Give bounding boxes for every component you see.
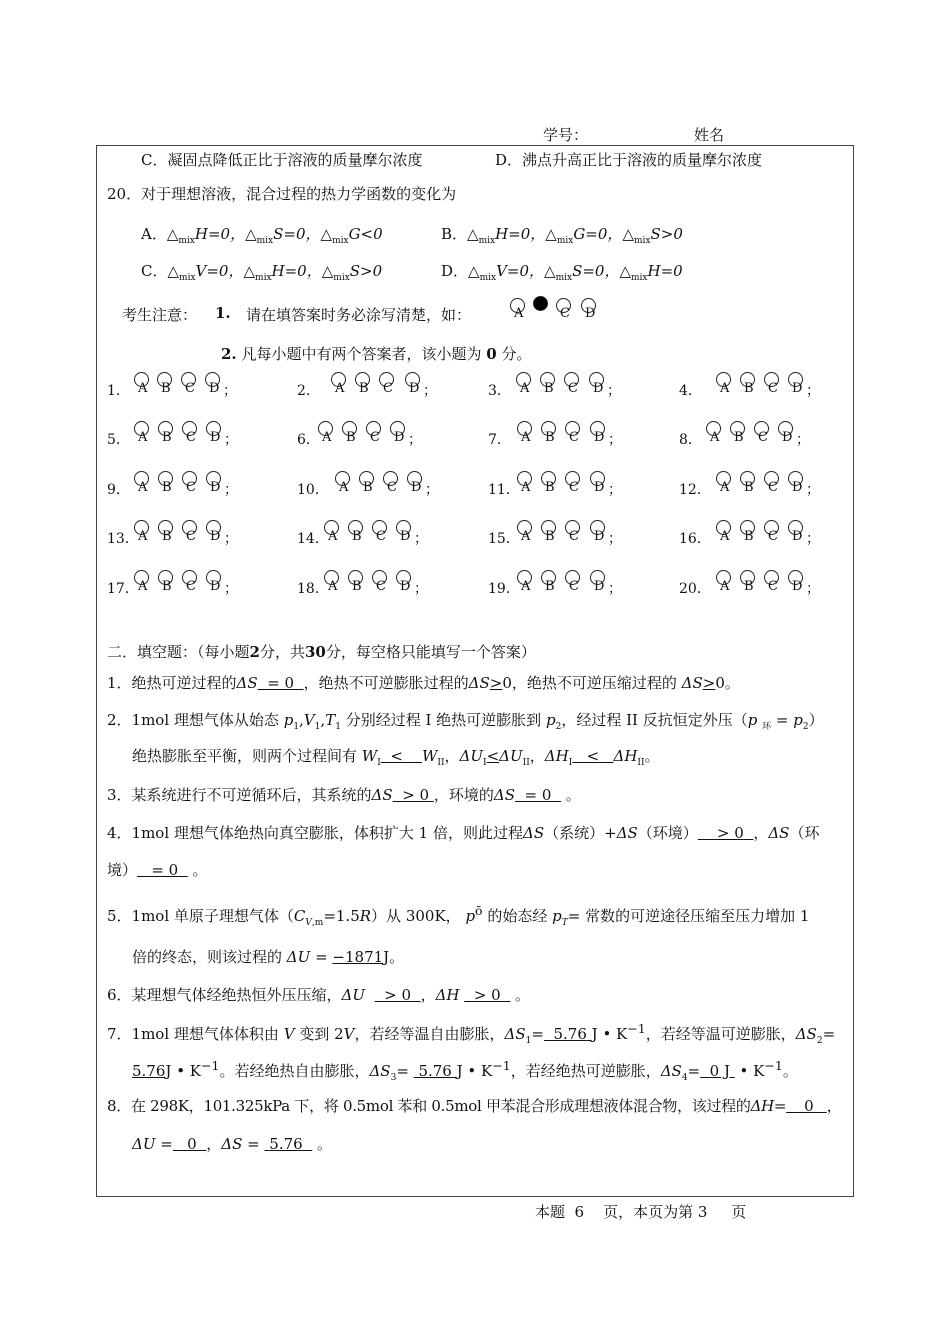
answer-letter: B [744,579,754,594]
answer-letter: C [387,480,397,495]
answer-letter: B [162,480,172,495]
answer-letter: B [162,430,172,445]
q20-option-d: D．$\triangle_{mix}V=0$，$\triangle_{mix}S=0$，$\triangle_{mix}H=0$ [441,262,683,283]
fill-q8-line1: 8．在 298K，101.325kPa 下，将 0.5mol 苯和 0.5mol 甲苯混合形成理想液体混合物，该过程的ΔH= 0 ， [107,1097,842,1115]
answer-separator: ； [806,531,820,547]
answer-letter: C [768,480,778,495]
answer-letter: C [186,579,196,594]
answer-letter: B [545,529,555,544]
fill-q4-line1: 4．1mol 理想气体绝热向真空膨胀，体积扩大 1 倍，则此过程ΔS（系统）+ΔS（环境） > 0 ，ΔS（环 [107,824,820,842]
answer-letter: B [744,480,754,495]
answer-letter: A [138,529,148,544]
answer-separator: ； [224,531,238,547]
answer-letter: A [322,430,332,445]
answer-letter: B [162,579,172,594]
answer-letter: A [138,381,148,396]
answer-letter: C [569,430,579,445]
question-number: 14． [297,531,329,547]
answer-letter: B [359,381,369,396]
answer-letter: D [594,430,605,445]
answer-letter: D [400,529,411,544]
answer-letter: A [138,480,148,495]
answer-letter: D [792,579,803,594]
fill-q5-line2: 倍的终态，则该过程的 ΔU = −1871J。 [132,948,405,966]
q20-option-b: B．$\triangle_{mix}H=0$，$\triangle_{mix}G=0$，$\triangle_{mix}S>0$ [441,225,683,246]
answer-separator: ； [608,432,622,448]
answer-separator: ； [408,432,422,448]
answer-separator: ； [796,432,810,448]
answer-letter: C [758,430,768,445]
answer-letter: D [594,579,605,594]
q19-option-d: D．沸点升高正比于溶液的质量摩尔浓度 [495,151,763,169]
answer-separator: ； [224,432,238,448]
answer-separator: ； [806,383,820,399]
notice-line-2: 2. 凡每小题中有两个答案者，该小题为 0 分。 [221,345,532,363]
fill-q3: 3．某系统进行不可逆循环后，其系统的ΔS > 0 ，环境的ΔS = 0 。 [107,786,581,804]
name-label: 姓名 [694,126,725,144]
question-number: 18． [297,581,329,597]
answer-letter: A [521,430,531,445]
answer-letter: B [162,529,172,544]
answer-letter: B [161,381,171,396]
answer-letter: C [568,381,578,396]
answer-letter: B [734,430,744,445]
answer-letter: A [138,579,148,594]
answer-letter: C [376,529,386,544]
answer-separator: ； [224,482,238,498]
notice-number-1: 1. [215,304,231,322]
question-number: 17． [107,581,139,597]
answer-letter: B [352,579,362,594]
answer-letter: B [545,430,555,445]
answer-letter: C [768,579,778,594]
answer-letter: C [768,529,778,544]
q20-stem: 20．对于理想溶液，混合过程的热力学函数的变化为 [107,185,457,203]
answer-letter: C [376,579,386,594]
answer-separator: ； [425,482,439,498]
question-number: 5． [107,432,130,448]
question-number: 20． [679,581,711,597]
answer-letter: D [593,381,604,396]
question-number: 19． [488,581,520,597]
question-number: 11． [488,482,520,498]
answer-letter: D [400,579,411,594]
answer-letter: B [744,529,754,544]
answer-letter: D [210,529,221,544]
answer-letter: A [720,480,730,495]
answer-letter: C [185,381,195,396]
answer-letter: A [720,579,730,594]
example-letter-c: C [560,306,570,321]
question-number: 16． [679,531,711,547]
page-footer: 本题 6 页，本页为第 3 页 [535,1203,747,1221]
answer-letter: D [394,430,405,445]
question-number: 4． [679,383,702,399]
answer-separator: ； [414,531,428,547]
answer-letter: B [363,480,373,495]
answer-letter: B [744,381,754,396]
fill-q7-line1: 7．1mol 理想气体体积由 V 变到 2V，若经等温自由膨胀，$\Delta S_1= 5.76$ J • $K^{-1}$，若经等温可逆膨胀，$\Delta S_2=$ [107,1021,836,1046]
answer-letter: A [720,381,730,396]
answer-letter: A [710,430,720,445]
answer-letter: D [210,579,221,594]
answer-letter: D [792,529,803,544]
answer-letter: C [370,430,380,445]
answer-separator: ； [608,581,622,597]
answer-letter: B [545,480,555,495]
fill-q4-line2: 境） = 0 。 [107,861,208,879]
fill-q6: 6．某理想气体经绝热恒外压压缩，ΔU > 0 ，ΔH > 0 。 [107,986,531,1004]
example-letter-a: A [514,306,524,321]
answer-letter: B [352,529,362,544]
answer-letter: D [411,480,422,495]
answer-separator: ； [608,531,622,547]
answer-letter: C [186,529,196,544]
answer-separator: ； [423,383,437,399]
answer-letter: D [594,529,605,544]
answer-letter: D [210,430,221,445]
answer-letter: D [209,381,220,396]
q20-option-a: A．$\triangle_{mix}H=0$，$\triangle_{mix}S=0$，$\triangle_{mix}G<0$ [141,225,383,246]
answer-letter: A [328,579,338,594]
answer-letter: D [792,480,803,495]
question-number: 12． [679,482,711,498]
question-number: 1． [107,383,130,399]
fill-q2-line1: 2．1mol 理想气体从始态 $p_1,V_1,T_1$ 分别经过程 I 绝热可逆膨胀到 $p_2$，经过程 II 反抗恒定外压（p $_环 = p_2$） [107,711,824,732]
part2-title: 二．填空题：（每小题2分，共30分，每空格只能填写一个答案） [107,643,536,661]
fill-q8-line2: ΔU = 0 ，ΔS = 5.76 。 [132,1135,333,1153]
answer-letter: C [569,529,579,544]
answer-letter: A [328,529,338,544]
answer-letter: A [521,480,531,495]
answer-letter: A [138,430,148,445]
answer-letter: C [186,480,196,495]
answer-letter: C [186,430,196,445]
answer-separator: ； [224,581,238,597]
answer-letter: D [782,430,793,445]
answer-letter: D [409,381,420,396]
question-number: 9． [107,482,130,498]
answer-separator: ； [608,482,622,498]
question-number: 13． [107,531,139,547]
answer-letter: C [569,480,579,495]
notice-line-1: 请在填答案时务必涂写清楚，如： [246,306,472,324]
answer-separator: ； [806,482,820,498]
answer-letter: B [346,430,356,445]
q20-option-c: C．$\triangle_{mix}V=0$，$\triangle_{mix}H=0$，$\triangle_{mix}S>0$ [141,262,383,283]
question-number: 2． [297,383,320,399]
answer-letter: C [383,381,393,396]
answer-letter: C [768,381,778,396]
answer-letter: D [594,480,605,495]
answer-separator: ； [607,383,621,399]
question-number: 3． [488,383,511,399]
notice-label: 考生注意： [122,306,198,324]
answer-letter: A [521,529,531,544]
question-number: 10． [297,482,329,498]
answer-letter: A [335,381,345,396]
question-number: 15． [488,531,520,547]
answer-letter: A [339,480,349,495]
answer-letter: C [569,579,579,594]
answer-separator: ； [806,581,820,597]
student-id-label: 学号： [543,126,589,144]
answer-letter: A [720,529,730,544]
example-bubble-b-filled [533,296,548,311]
answer-letter: D [210,480,221,495]
fill-q7-line2: 5.76J • $K^{-1}$。若经绝热自由膨胀，$\Delta S_3= 5.76$ J • $K^{-1}$，若经绝热可逆膨胀，$\Delta S_4= 0$ J • $K^{-1}$。 [132,1058,798,1083]
answer-letter: A [521,579,531,594]
answer-letter: B [545,579,555,594]
question-number: 7． [488,432,511,448]
fill-q1: 1．绝热可逆过程的ΔS = 0 ，绝热不可逆膨胀过程的ΔS>0，绝热不可逆压缩过程的 ΔS>0。 [107,674,740,692]
answer-letter: D [792,381,803,396]
fill-q5-line1: 5．1mol 单原子理想气体$(C_{V,m}=1.5R)$从 300K， $p^ō$ 的始态经 $p_T=$ 常数的可逆途径压缩至压力增加 1 [107,903,810,928]
example-letter-d: D [585,306,596,321]
q19-option-c: C．凝固点降低正比于溶液的质量摩尔浓度 [141,151,423,169]
question-number: 6． [297,432,320,448]
answer-letter: A [520,381,530,396]
answer-separator: ； [414,581,428,597]
fill-q2-line2: 绝热膨胀至平衡，则两个过程间有 $W_I$ < $W_{II}$，$\Delta U_I<\Delta U_{II}$，$\Delta H_I$ < $\Delta H_{II}$。 [132,747,660,768]
answer-separator: ； [223,383,237,399]
question-number: 8． [679,432,702,448]
answer-letter: B [544,381,554,396]
